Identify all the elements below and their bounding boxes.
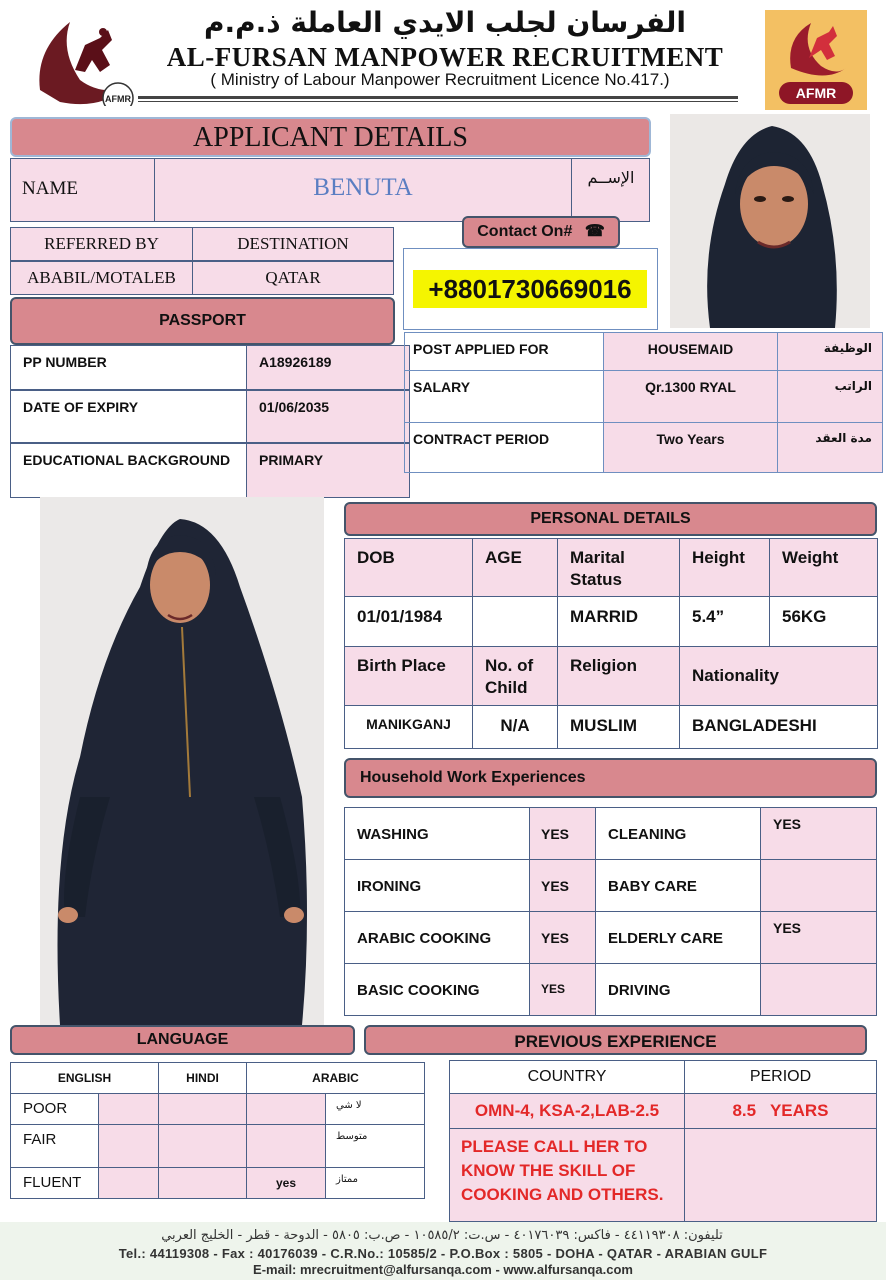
passport-row-label: PP NUMBER [10, 345, 247, 390]
personal-details-heading: PERSONAL DETAILS [344, 502, 877, 536]
passport-heading: PASSPORT [10, 297, 395, 345]
language-hindi [158, 1124, 247, 1168]
personal-value: MARRID [557, 596, 680, 647]
post-row-label-arabic: الوظيفة [777, 332, 883, 371]
language-arabic: yes [246, 1167, 326, 1199]
household-task-value [760, 859, 877, 912]
referred-by-label: REFERRED BY [10, 227, 193, 261]
personal-header: Height [679, 538, 770, 597]
contact-label-box [462, 216, 620, 248]
personal-header: DOB [344, 538, 473, 597]
afmr-logo-right [765, 10, 867, 110]
applicant-details-heading: APPLICANT DETAILS [10, 117, 651, 157]
household-task-value: YES [529, 807, 596, 860]
applicant-full-photo [40, 497, 324, 1025]
language-arabic [246, 1124, 326, 1168]
name-label-arabic: الإســم [587, 168, 635, 187]
contact-label: Contact On# [477, 223, 573, 240]
destination-value: QATAR [192, 261, 394, 295]
personal-header: Weight [769, 538, 878, 597]
personal-header: Birth Place [344, 646, 473, 706]
period-value: 8.5 YEARS [684, 1093, 877, 1129]
language-arabic [246, 1093, 326, 1125]
language-english [98, 1167, 159, 1199]
post-row-label: CONTRACT PERIOD [404, 422, 604, 473]
household-task-value: YES [760, 911, 877, 964]
household-task-value: YES [529, 859, 596, 912]
afmr-small-text: AFMR [105, 94, 131, 104]
personal-value: BANGLADESHI [679, 705, 878, 749]
name-value: BENUTA [155, 158, 572, 222]
country-header: COUNTRY [449, 1060, 685, 1094]
personal-header: No. of Child [472, 646, 558, 706]
personal-value: 56KG [769, 596, 878, 647]
header [0, 0, 886, 112]
household-heading: Household Work Experiences [344, 758, 877, 798]
language-english [98, 1093, 159, 1125]
applicant-portrait-photo [670, 114, 870, 328]
header-arabic-title: الفرسان لجلب الايدي العاملة ذ.م.م [203, 6, 687, 39]
household-task: IRONING [344, 859, 530, 912]
household-task: CLEANING [595, 807, 761, 860]
afmr-logo-text: AFMR [779, 82, 853, 104]
footer-email-line[interactable]: E-mail: mrecruitment@alfursanqa.com - www.alfursanqa.com [253, 1262, 633, 1277]
personal-value: 5.4” [679, 596, 770, 647]
previous-note: PLEASE CALL HER TO KNOW THE SKILL OF COOKING AND OTHERS. [461, 1137, 664, 1204]
name-label: NAME [10, 158, 155, 222]
footer-arabic-line: تليفون: ٤٤١١٩٣٠٨ - فاكس: ٤٠١٧٦٠٣٩ - س.ت: ١٠٥٨٥/٢ - ص.ب: ٥٨٠٥ - الدوحة - قطر - الخليج العربي [161, 1228, 723, 1243]
header-licence: ( Ministry of Labour Manpower Recruitment Licence No.417.) [210, 70, 670, 89]
language-hindi [158, 1167, 247, 1199]
language-level: FLUENT [10, 1167, 99, 1199]
personal-header: AGE [472, 538, 558, 597]
language-heading: LANGUAGE [10, 1025, 355, 1055]
personal-header: Marital Status [557, 538, 680, 597]
household-task: ELDERLY CARE [595, 911, 761, 964]
personal-value: N/A [472, 705, 558, 749]
personal-header: Religion [557, 646, 680, 706]
household-task: DRIVING [595, 963, 761, 1016]
destination-label: DESTINATION [192, 227, 394, 261]
post-row-label: POST APPLIED FOR [404, 332, 604, 371]
header-title: AL-FURSAN MANPOWER RECRUITMENT [166, 42, 724, 72]
post-row-value: Two Years [603, 422, 778, 473]
household-task-value: YES [760, 807, 877, 860]
household-task: BASIC COOKING [344, 963, 530, 1016]
phone-number[interactable]: +8801730669016 [413, 270, 647, 308]
passport-row-value: PRIMARY [246, 443, 410, 498]
household-task-value: YES [529, 963, 596, 1016]
referred-by-value: ABABIL/MOTALEB [10, 261, 193, 295]
header-rule [138, 96, 738, 99]
horse-emblem-icon [781, 18, 851, 80]
post-row-label: SALARY [404, 370, 604, 423]
personal-header: Nationality [679, 646, 878, 706]
household-task: WASHING [344, 807, 530, 860]
language-level-arabic: متوسط [325, 1124, 425, 1168]
passport-row-value: A18926189 [246, 345, 410, 390]
personal-value: 01/01/1984 [344, 596, 473, 647]
footer [0, 1222, 886, 1280]
personal-value [472, 596, 558, 647]
phone-icon: ☎ [584, 223, 605, 240]
language-hindi [158, 1093, 247, 1125]
household-task-value [760, 963, 877, 1016]
language-header: ENGLISH [10, 1062, 159, 1094]
language-english [98, 1124, 159, 1168]
header-rule-thin [138, 101, 738, 102]
language-header: ARABIC [246, 1062, 425, 1094]
footer-contact-line: Tel.: 44119308 - Fax : 40176039 - C.R.No.: 10585/2 - P.O.Box : 5805 - DOHA - QATAR - ARABIAN GULF [118, 1246, 768, 1261]
household-task-value: YES [529, 911, 596, 964]
period-header: PERIOD [684, 1060, 877, 1094]
personal-value: MANIKGANJ [344, 705, 473, 749]
language-level: FAIR [10, 1124, 99, 1168]
household-task: BABY CARE [595, 859, 761, 912]
post-row-label-arabic: مدة العقد [777, 422, 883, 473]
language-level: POOR [10, 1093, 99, 1125]
language-level-arabic: ممتاز [325, 1167, 425, 1199]
passport-row-label: EDUCATIONAL BACKGROUND [10, 443, 247, 498]
post-row-value: Qr.1300 RYAL [603, 370, 778, 423]
personal-value: MUSLIM [557, 705, 680, 749]
post-row-label-arabic: الراتب [777, 370, 883, 423]
language-level-arabic: لا شي [325, 1093, 425, 1125]
country-value: OMN-4, KSA-2,LAB-2.5 [449, 1093, 685, 1129]
passport-row-label: DATE OF EXPIRY [10, 390, 247, 443]
passport-row-value: 01/06/2035 [246, 390, 410, 443]
previous-experience-heading: PREVIOUS EXPERIENCE [364, 1025, 867, 1055]
household-task: ARABIC COOKING [344, 911, 530, 964]
language-header: HINDI [158, 1062, 247, 1094]
horse-rider-logo-left [30, 10, 140, 106]
post-row-value: HOUSEMAID [603, 332, 778, 371]
note-side-box [684, 1128, 877, 1222]
